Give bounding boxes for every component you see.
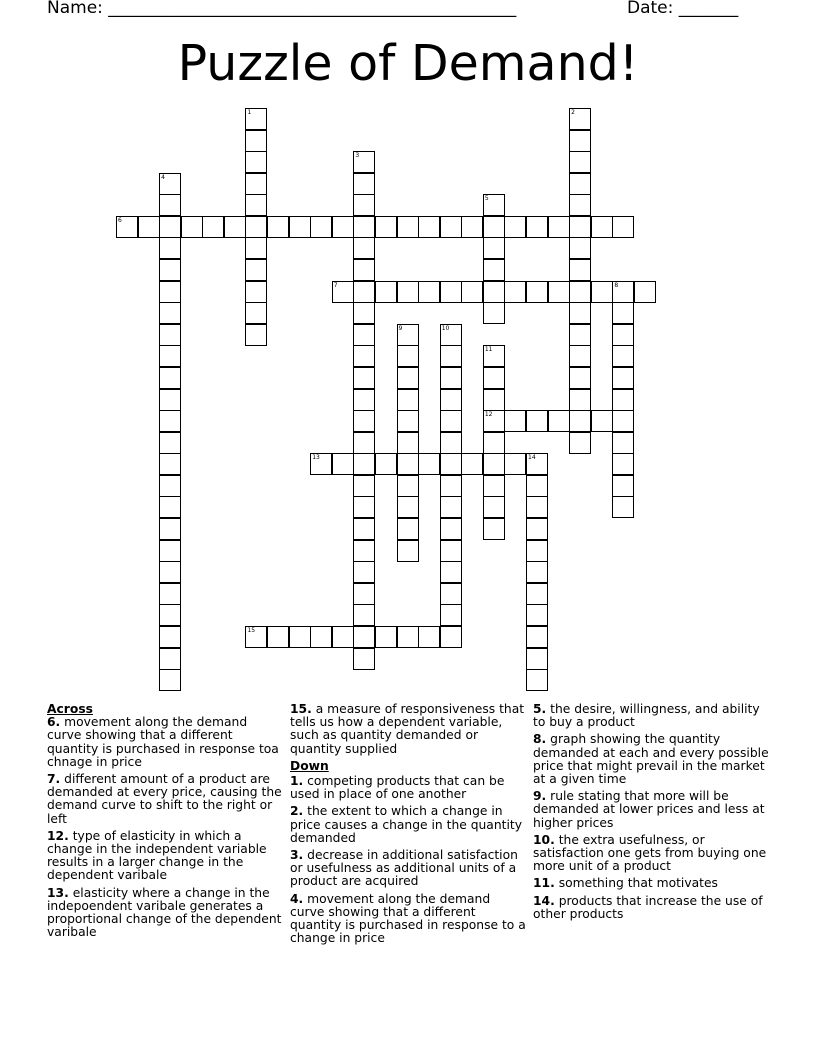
clue-number: 7 xyxy=(333,281,338,289)
grid-cell[interactable] xyxy=(418,626,440,648)
grid-cell[interactable] xyxy=(245,130,267,152)
grid-cell[interactable] xyxy=(504,281,526,303)
grid-cell[interactable] xyxy=(483,367,505,389)
grid-cell[interactable] xyxy=(159,432,181,454)
grid-cell[interactable] xyxy=(245,194,267,216)
grid-cell[interactable] xyxy=(397,453,419,475)
clue-across-7: 7. different amount of a product are demanded at every price, causing the demand curve to shift to the right or left xyxy=(47,772,282,826)
grid-cell[interactable] xyxy=(483,432,505,454)
down-heading: Down xyxy=(290,758,329,773)
grid-cell[interactable] xyxy=(526,561,548,583)
grid-cell[interactable] xyxy=(440,475,462,497)
grid-cell[interactable] xyxy=(375,216,397,238)
grid-cell[interactable] xyxy=(375,281,397,303)
clue-number: 12 xyxy=(484,411,493,419)
grid-cell[interactable] xyxy=(461,453,483,475)
grid-cell[interactable] xyxy=(440,583,462,605)
grid-cell[interactable] xyxy=(612,453,634,475)
grid-cell[interactable] xyxy=(332,626,354,648)
grid-cell[interactable] xyxy=(224,216,246,238)
grid-cell[interactable] xyxy=(159,389,181,411)
grid-cell[interactable] xyxy=(440,604,462,626)
grid-cell[interactable] xyxy=(397,367,419,389)
grid-cell[interactable] xyxy=(569,367,591,389)
grid-cell[interactable] xyxy=(440,345,462,367)
grid-cell[interactable] xyxy=(548,410,570,432)
grid-cell[interactable] xyxy=(159,496,181,518)
grid-cell[interactable] xyxy=(569,216,591,238)
grid-cell[interactable] xyxy=(159,237,181,259)
clue-number: 5 xyxy=(484,195,489,203)
grid-cell[interactable] xyxy=(483,496,505,518)
grid-cell[interactable] xyxy=(159,583,181,605)
grid-cell[interactable] xyxy=(159,281,181,303)
grid-cell[interactable] xyxy=(332,216,354,238)
clue-down-8: 8. graph showing the quantity demanded at each and every possible price that might prevail in the market at a given time xyxy=(533,732,769,787)
grid-cell[interactable] xyxy=(353,173,375,195)
grid-cell[interactable] xyxy=(245,302,267,324)
grid-cell[interactable] xyxy=(569,173,591,195)
grid-cell[interactable] xyxy=(526,475,548,497)
grid-cell[interactable] xyxy=(548,281,570,303)
clue-number: 10 xyxy=(441,324,450,332)
clue-across-6: 6. movement along the demand curve showing that a different quantity is purchased in response toa chnage in price xyxy=(47,715,279,769)
grid-cell[interactable] xyxy=(612,216,634,238)
grid-cell[interactable] xyxy=(526,216,548,238)
clues-column-3 xyxy=(533,701,769,925)
grid-cell[interactable] xyxy=(504,453,526,475)
grid-cell[interactable] xyxy=(526,648,548,670)
grid-cell[interactable] xyxy=(612,324,634,346)
grid-cell[interactable] xyxy=(440,518,462,540)
clue-across-12: 12. type of elasticity in which a change in the independent variable results in a larger change in the dependent varibale xyxy=(47,828,267,883)
grid-cell[interactable] xyxy=(353,475,375,497)
date-field[interactable]: Date: _______ xyxy=(627,0,739,18)
grid-cell[interactable] xyxy=(159,648,181,670)
grid-cell[interactable] xyxy=(397,389,419,411)
grid-cell[interactable] xyxy=(418,281,440,303)
clue-down-1: 1. competing products that can be used in place of one another xyxy=(290,774,505,802)
grid-cell[interactable] xyxy=(440,432,462,454)
grid-cell[interactable] xyxy=(440,540,462,562)
grid-cell[interactable] xyxy=(159,475,181,497)
grid-cell[interactable] xyxy=(440,561,462,583)
grid-cell[interactable] xyxy=(353,583,375,605)
clue-down-3: 3. decrease in additional satisfaction or usefulness as additional units of a product are acquired xyxy=(290,848,518,889)
grid-cell[interactable] xyxy=(245,281,267,303)
clue-number: 13 xyxy=(312,454,320,462)
clue-down-9: 9. rule stating that more will be demanded at lower prices and less at higher prices xyxy=(533,789,765,830)
grid-cell[interactable] xyxy=(504,410,526,432)
grid-cell[interactable] xyxy=(461,281,483,303)
grid-cell[interactable] xyxy=(440,281,462,303)
grid-cell[interactable] xyxy=(526,281,548,303)
grid-cell[interactable] xyxy=(440,410,462,432)
grid-cell[interactable] xyxy=(440,389,462,411)
clue-across-13: 13. elasticity where a change in the indepoendent varibale generates a proportional change of the dependent varibale xyxy=(47,885,282,940)
grid-cell[interactable] xyxy=(569,130,591,152)
grid-cell[interactable] xyxy=(332,453,354,475)
clues-column-2 xyxy=(290,701,526,949)
grid-cell[interactable] xyxy=(353,302,375,324)
grid-cell[interactable] xyxy=(569,345,591,367)
grid-cell[interactable] xyxy=(569,302,591,324)
clue-down-14: 14. products that increase the use of other products xyxy=(533,893,763,921)
grid-cell[interactable] xyxy=(159,669,181,691)
grid-cell[interactable] xyxy=(159,540,181,562)
grid-cell[interactable] xyxy=(440,453,462,475)
clue-number: 14 xyxy=(528,454,536,462)
grid-cell[interactable] xyxy=(483,389,505,411)
grid-cell[interactable] xyxy=(353,259,375,281)
grid-cell[interactable] xyxy=(483,281,505,303)
grid-cell[interactable] xyxy=(612,345,634,367)
grid-cell[interactable] xyxy=(440,496,462,518)
grid-cell[interactable] xyxy=(569,281,591,303)
grid-cell[interactable] xyxy=(526,626,548,648)
grid-cell[interactable] xyxy=(397,410,419,432)
grid-cell[interactable] xyxy=(569,410,591,432)
grid-cell[interactable] xyxy=(353,410,375,432)
grid-cell[interactable] xyxy=(267,216,289,238)
grid-cell[interactable] xyxy=(397,216,419,238)
grid-cell[interactable] xyxy=(483,259,505,281)
page-title: Puzzle of Demand! xyxy=(177,35,639,92)
grid-cell[interactable] xyxy=(461,216,483,238)
grid-cell[interactable] xyxy=(526,583,548,605)
grid-cell[interactable] xyxy=(159,345,181,367)
grid-cell[interactable] xyxy=(591,410,613,432)
grid-cell[interactable] xyxy=(267,626,289,648)
clue-across-15: 15. a measure of responsiveness that tells us how a dependent variable, such as quantity demanded or quantity supplied xyxy=(290,702,525,756)
grid-cell[interactable] xyxy=(310,626,332,648)
grid-cell[interactable] xyxy=(612,367,634,389)
grid-cell[interactable] xyxy=(245,173,267,195)
grid-cell[interactable] xyxy=(483,475,505,497)
grid-cell[interactable] xyxy=(397,518,419,540)
grid-cell[interactable] xyxy=(310,216,332,238)
clue-number: 4 xyxy=(161,173,165,181)
clue-down-5: 5. the desire, willingness, and ability to buy a product xyxy=(533,702,760,730)
grid-cell[interactable] xyxy=(353,345,375,367)
clue-number: 15 xyxy=(247,626,256,634)
grid-cell[interactable] xyxy=(353,453,375,475)
grid-cell[interactable] xyxy=(526,604,548,626)
clue-number: 1 xyxy=(247,109,252,116)
grid-cell[interactable] xyxy=(440,216,462,238)
grid-cell[interactable] xyxy=(612,496,634,518)
grid-cell[interactable] xyxy=(159,410,181,432)
grid-cell[interactable] xyxy=(353,604,375,626)
grid-cell[interactable] xyxy=(159,626,181,648)
grid-cell[interactable] xyxy=(375,453,397,475)
grid-cell[interactable] xyxy=(504,216,526,238)
grid-cell[interactable] xyxy=(289,216,311,238)
grid-cell[interactable] xyxy=(418,453,440,475)
grid-cell[interactable] xyxy=(353,237,375,259)
grid-cell[interactable] xyxy=(202,216,224,238)
grid-cell[interactable] xyxy=(375,626,397,648)
grid-cell[interactable] xyxy=(181,216,203,238)
grid-cell[interactable] xyxy=(245,259,267,281)
grid-cell[interactable] xyxy=(245,237,267,259)
grid-cell[interactable] xyxy=(159,604,181,626)
grid-cell[interactable] xyxy=(526,518,548,540)
grid-cell[interactable] xyxy=(159,324,181,346)
grid-cell[interactable] xyxy=(397,281,419,303)
grid-cell[interactable] xyxy=(483,237,505,259)
grid-cell[interactable] xyxy=(353,626,375,648)
grid-cell[interactable] xyxy=(159,561,181,583)
grid-cell[interactable] xyxy=(526,496,548,518)
grid-cell[interactable] xyxy=(569,389,591,411)
clue-number: 9 xyxy=(398,324,403,332)
grid-cell[interactable] xyxy=(569,324,591,346)
grid-cell[interactable] xyxy=(569,151,591,173)
grid-cell[interactable] xyxy=(159,259,181,281)
grid-cell[interactable] xyxy=(418,216,440,238)
grid-cell[interactable] xyxy=(353,648,375,670)
grid-cell[interactable] xyxy=(569,237,591,259)
grid-cell[interactable] xyxy=(353,432,375,454)
grid-cell[interactable] xyxy=(159,216,181,238)
grid-cell[interactable] xyxy=(591,216,613,238)
grid-cell[interactable] xyxy=(159,518,181,540)
grid-cell[interactable] xyxy=(397,496,419,518)
grid-cell[interactable] xyxy=(353,518,375,540)
grid-cell[interactable] xyxy=(397,475,419,497)
grid-cell[interactable] xyxy=(353,540,375,562)
grid-cell[interactable] xyxy=(353,324,375,346)
clue-number: 6 xyxy=(118,216,122,224)
grid-cell[interactable] xyxy=(440,626,462,648)
clue-number: 3 xyxy=(355,152,360,160)
clue-number: 2 xyxy=(571,109,575,116)
grid-cell[interactable] xyxy=(548,216,570,238)
grid-cell[interactable] xyxy=(483,518,505,540)
grid-cell[interactable] xyxy=(397,345,419,367)
grid-cell[interactable] xyxy=(289,626,311,648)
grid-cell[interactable] xyxy=(353,389,375,411)
grid-cell[interactable] xyxy=(159,367,181,389)
clue-down-2: 2. the extent to which a change in price causes a change in the quantity demanded xyxy=(290,804,522,845)
grid-cell[interactable] xyxy=(159,453,181,475)
grid-cell[interactable] xyxy=(526,669,548,691)
grid-cell[interactable] xyxy=(353,561,375,583)
grid-cell[interactable] xyxy=(397,626,419,648)
grid-cell[interactable] xyxy=(245,151,267,173)
grid-cell[interactable] xyxy=(612,410,634,432)
clue-down-4: 4. movement along the demand curve showing that a different quantity is purchased in response to a change in price xyxy=(290,891,526,946)
grid-cell[interactable] xyxy=(483,216,505,238)
grid-cell[interactable] xyxy=(159,194,181,216)
grid-cell[interactable] xyxy=(569,194,591,216)
grid-cell[interactable] xyxy=(612,432,634,454)
grid-cell[interactable] xyxy=(569,259,591,281)
name-field[interactable]: Name: ________________________________________________ xyxy=(47,0,517,18)
clues-column-1 xyxy=(47,701,283,943)
grid-cell[interactable] xyxy=(440,367,462,389)
clue-down-10: 10. the extra usefulness, or satisfaction one gets from buying one more unit of a product xyxy=(533,832,767,874)
grid-cell[interactable] xyxy=(526,410,548,432)
grid-cell[interactable] xyxy=(353,367,375,389)
grid-cell[interactable] xyxy=(591,281,613,303)
across-heading: Across xyxy=(47,702,93,716)
grid-cell[interactable] xyxy=(483,453,505,475)
clue-number: 8 xyxy=(614,281,619,289)
grid-cell[interactable] xyxy=(397,432,419,454)
grid-cell[interactable] xyxy=(138,216,160,238)
grid-cell[interactable] xyxy=(526,540,548,562)
clue-down-11: 11. something that motivates xyxy=(533,876,718,891)
grid-cell[interactable] xyxy=(353,194,375,216)
grid-cell[interactable] xyxy=(159,302,181,324)
grid-cell[interactable] xyxy=(353,281,375,303)
grid-cell[interactable] xyxy=(353,496,375,518)
grid-cell[interactable] xyxy=(397,540,419,562)
clue-number: 11 xyxy=(484,346,493,354)
grid-cell[interactable] xyxy=(569,432,591,454)
grid-cell[interactable] xyxy=(245,216,267,238)
grid-cell[interactable] xyxy=(245,324,267,346)
grid-cell[interactable] xyxy=(353,216,375,238)
grid-cell[interactable] xyxy=(634,281,656,303)
grid-cell[interactable] xyxy=(612,302,634,324)
grid-cell[interactable] xyxy=(612,389,634,411)
grid-cell[interactable] xyxy=(612,475,634,497)
grid-cell[interactable] xyxy=(483,302,505,324)
